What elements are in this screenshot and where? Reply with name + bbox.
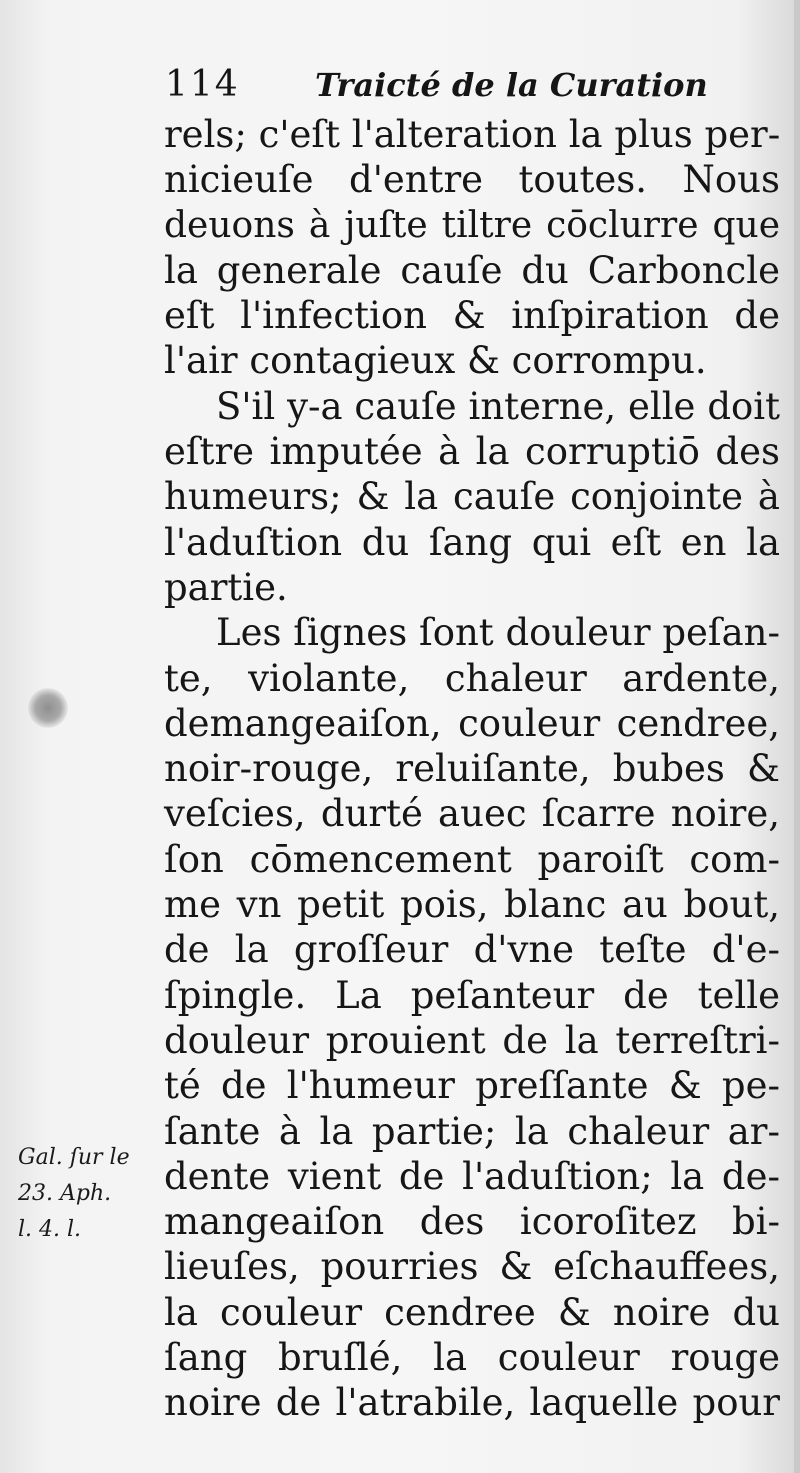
text-line: té de l'humeur preſſante & pe- [164,1064,780,1108]
body-text [164,112,784,1426]
text-line: ſante à la partie; la chaleur ar- [164,1109,780,1153]
text-line: noir-rouge, reluiſante, bubes & [164,747,780,791]
text-line: S'il y-a cauſe interne, elle doit [216,384,780,428]
page-header [165,58,725,114]
text-line: la couleur cendree & noire du [164,1290,780,1334]
text-line: l'air contagieux & corrompu. [164,339,707,383]
text-line: ſon cōmencement paroiſt com- [164,837,780,881]
text-line: dente vient de l'aduſtion; la de- [164,1154,780,1198]
text-line: te, violante, chaleur ardente, [164,656,780,700]
text-line: l'aduſtion du ſang qui eſt en la [164,520,780,564]
margin-note-line: 23. Aph. [18,1181,112,1206]
text-line: Les ſignes ſont douleur peſan- [216,611,780,655]
text-line: de la groſſeur d'vne teſte d'e- [164,928,780,972]
text-line: mangeaiſon des icoroſitez bi- [164,1200,780,1244]
text-line: ſang bruſlé, la couleur rouge [164,1336,780,1380]
text-line: ſpingle. La peſanteur de telle [164,973,780,1017]
text-line: veſcies, durté auec ſcarre noire, [164,792,780,836]
text-line: rels; c'eſt l'alteration la plus per- [164,113,781,156]
running-title: Traicté de la Curation [315,66,708,104]
text-line: la generale cauſe du Carboncle [164,248,780,292]
text-line: noire de l'atrabile, laquelle pour [164,1381,780,1425]
page-number: 114 [165,64,240,105]
text-line: demangeaiſon, couleur cendree, [164,701,780,745]
text-line: deuons à juſte tiltre cōclurre que [164,204,780,246]
margin-note-line: Gal. ſur le [18,1145,130,1170]
text-line: eſtre imputée à la corruptiō des [164,430,780,474]
text-line: eſt l'infection & inſpiration de [164,294,780,338]
margin-note-line: l. 4. l. [18,1217,82,1242]
text-line: humeurs; & la cauſe conjointe à [164,475,780,519]
page-edge [794,0,800,1473]
text-line: me vn petit pois, blanc au bout, [164,883,780,927]
text-line: partie. [164,565,288,609]
margin-note [18,1140,158,1248]
text-line: lieuſes, pourries & eſchauffees, [164,1245,780,1289]
text-line: nicieuſe d'entre toutes. Nous [164,158,780,202]
text-line: douleur prouient de la terreſtri- [164,1018,780,1062]
ink-stain [28,688,68,728]
